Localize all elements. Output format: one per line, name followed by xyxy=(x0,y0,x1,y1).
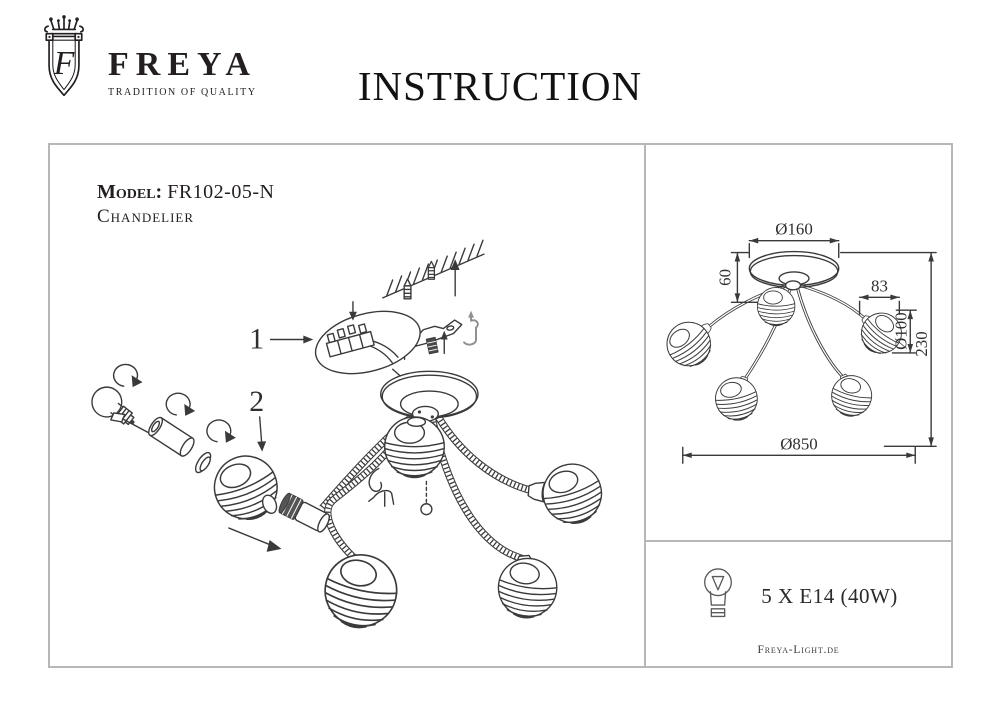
dim-left-globe xyxy=(658,313,720,375)
wall-anchors xyxy=(404,261,434,298)
callout-2-label: 2 xyxy=(249,384,265,418)
model-value: FR102-05-N xyxy=(167,181,275,203)
product-type: Chandelier xyxy=(97,206,195,227)
bulb-spec: 5 X E14 (40W) xyxy=(761,583,898,608)
canopy xyxy=(381,371,478,421)
left-globe xyxy=(318,548,403,634)
bulb-icon xyxy=(699,567,737,626)
svg-text:Ø850: Ø850 xyxy=(780,434,818,454)
assembly-arrow xyxy=(229,528,282,552)
dimension-drawing xyxy=(646,145,951,540)
dim-canopy xyxy=(749,252,838,290)
lamp-socket xyxy=(277,492,332,534)
svg-text:Ø160: Ø160 xyxy=(775,219,813,239)
dim-overall-diameter xyxy=(683,434,915,463)
brand-tagline: TRADITION OF QUALITY xyxy=(108,87,257,98)
svg-text:60: 60 xyxy=(715,268,735,286)
callout-1 xyxy=(249,322,313,355)
website: Freya-Light.de xyxy=(757,644,840,656)
assembly-panel xyxy=(48,143,646,668)
callout-2 xyxy=(249,385,266,452)
spec-panel xyxy=(646,143,953,668)
callout-1-label: 1 xyxy=(249,322,265,356)
socket-sleeve xyxy=(146,415,196,458)
right-upper-globe xyxy=(536,457,610,532)
dim-bottom-right-globe xyxy=(827,371,876,420)
light-bulb xyxy=(86,381,143,435)
dim-center-globe xyxy=(757,287,795,325)
ceiling-hook xyxy=(464,311,478,345)
dimension-area xyxy=(646,145,951,542)
svg-text:230: 230 xyxy=(912,331,932,357)
dim-bottom-left-globe xyxy=(712,374,762,424)
model-label: Model: xyxy=(97,181,163,203)
dim-shade-width xyxy=(860,276,900,314)
brand-name: FREYA xyxy=(108,46,257,83)
dim-canopy-height xyxy=(715,253,757,303)
logo-letter: F xyxy=(53,44,75,82)
content-panels xyxy=(48,143,953,668)
svg-text:83: 83 xyxy=(871,276,888,296)
exploded-parts xyxy=(86,364,236,475)
bulb-spec-section xyxy=(646,542,951,666)
page-title: INSTRUCTION xyxy=(357,63,643,109)
glass-shade xyxy=(205,447,287,529)
model-block xyxy=(97,181,274,228)
right-lower-globe xyxy=(495,555,561,622)
svg-text:Ø100: Ø100 xyxy=(891,312,911,350)
gasket-ring xyxy=(193,450,214,475)
